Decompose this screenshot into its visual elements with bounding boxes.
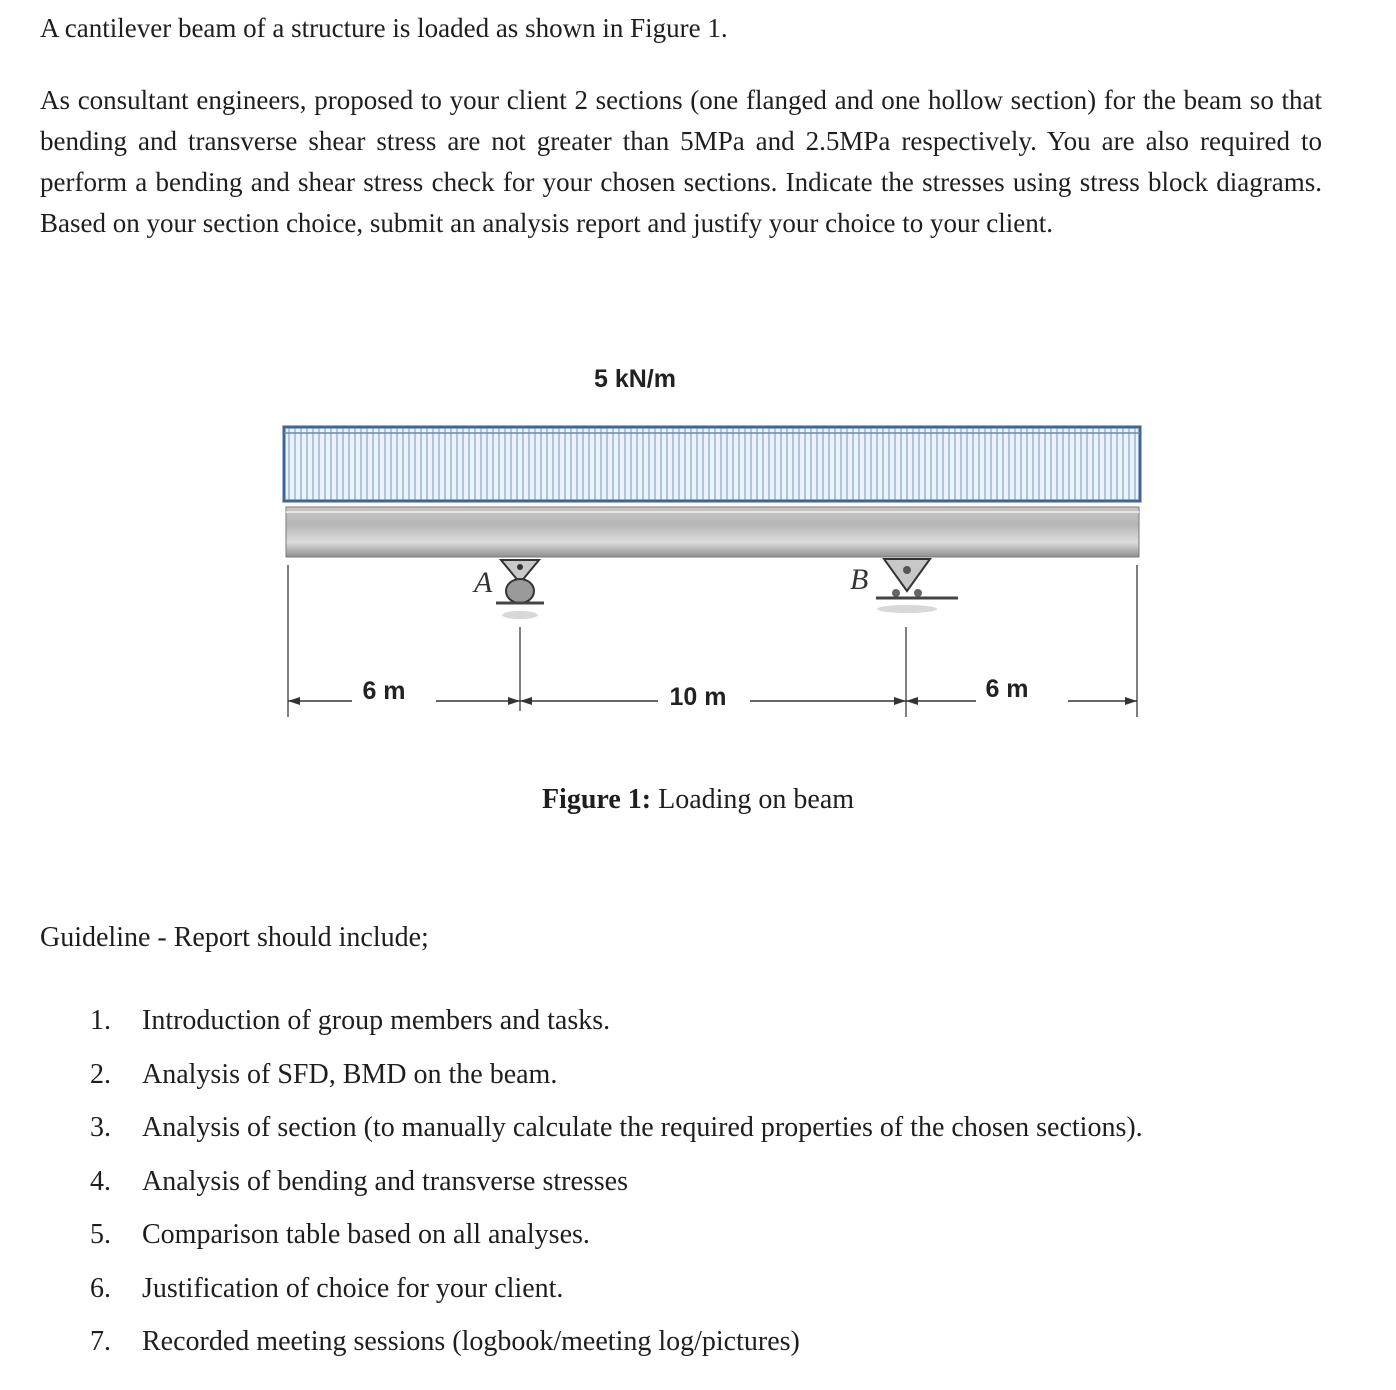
- dim-middle-label: 10 m: [669, 683, 727, 711]
- list-item-text: Recorded meeting sessions (logbook/meeting log/pictures): [142, 1326, 800, 1357]
- intro-paragraph: A cantilever beam of a structure is loaded as shown in Figure 1.: [40, 13, 728, 43]
- list-item-text: Analysis of section (to manually calculate the required properties of the chosen sections).: [142, 1112, 1143, 1143]
- support-b-roller: [876, 559, 958, 613]
- list-item-number: 1.: [90, 1005, 111, 1036]
- list-item-number: 7.: [90, 1326, 111, 1357]
- support-a-label: A: [474, 566, 493, 599]
- list-item-text: Analysis of SFD, BMD on the beam.: [142, 1058, 558, 1090]
- guideline-heading: Guideline - Report should include;: [40, 922, 429, 953]
- list-item-number: 3.: [90, 1112, 111, 1143]
- list-item-text: Analysis of bending and transverse stresses: [142, 1165, 629, 1197]
- support-b-label: B: [850, 563, 869, 596]
- list-item-text: Comparison table based on all analyses.: [142, 1219, 590, 1250]
- list-item: [0, 999, 1396, 1053]
- assignment-paragraph: As consultant engineers, proposed to your client 2 sections (one flanged and one hollow section) for the beam so that bending and transverse shear stress are not greater than 5MPa and 2.5MPa respectively. You are also required to perform a bending and shear stress check for your chosen sections. Indicate the stresses using stress block diagrams. Based on your section choice, submit an analysis report and justify your choice to your client.: [40, 85, 1322, 238]
- list-item: [0, 1106, 1396, 1160]
- distributed-load: [284, 427, 1140, 501]
- list-item-number: 2.: [90, 1058, 111, 1090]
- dim-right-label: 6 m: [985, 675, 1029, 703]
- beam-diagram: [280, 355, 1180, 735]
- list-item: [0, 1160, 1396, 1214]
- figure-caption: [0, 780, 1396, 820]
- list-item: [0, 1213, 1396, 1267]
- figure-caption-number: Figure 1:: [541, 784, 652, 815]
- list-item-number: 4.: [90, 1165, 111, 1197]
- load-label: 5 kN/m: [594, 365, 676, 393]
- list-item-number: 6.: [90, 1272, 111, 1304]
- list-item: [0, 1267, 1396, 1321]
- dim-left-label: 6 m: [362, 677, 406, 705]
- guideline-list: [0, 999, 1396, 1374]
- support-a-pin: [496, 560, 544, 619]
- list-item: [0, 1053, 1396, 1107]
- beam: [286, 507, 1139, 557]
- list-item: [0, 1320, 1396, 1374]
- list-item-text: Justification of choice for your client.: [142, 1272, 564, 1304]
- list-item-text: Introduction of group members and tasks.: [142, 1005, 611, 1036]
- list-item-number: 5.: [90, 1219, 111, 1250]
- figure-caption-text: Loading on beam: [651, 784, 855, 815]
- beam-loading-figure: [280, 355, 1180, 735]
